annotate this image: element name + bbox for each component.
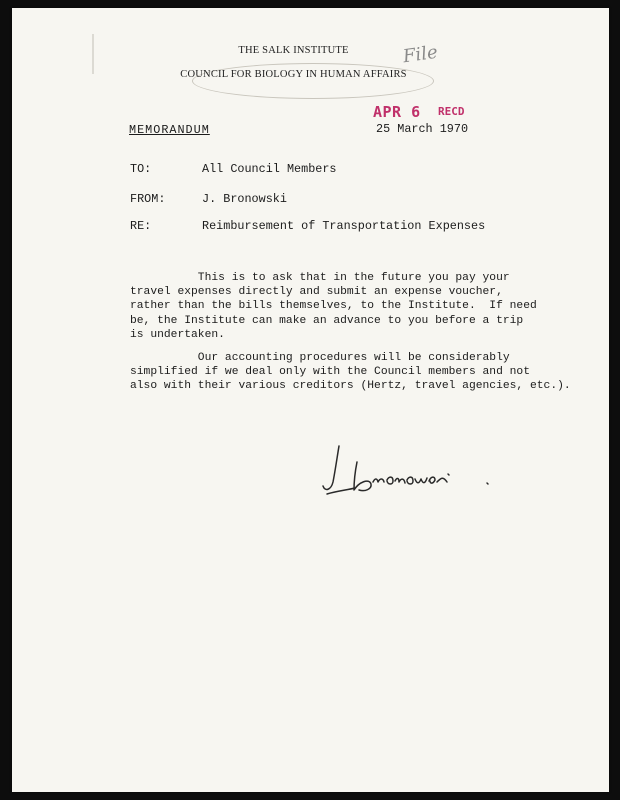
body-line: This is to ask that in the future you pay your — [130, 272, 510, 284]
re-value: Reimbursement of Transportation Expenses — [202, 219, 486, 233]
to-value: All Council Members — [202, 162, 337, 176]
from-value: J. Bronowski — [202, 192, 287, 206]
memo-page — [12, 8, 609, 792]
body-line: also with their various creditors (Hertz, travel agencies, etc.). — [130, 380, 571, 393]
handwritten-file-note: File — [401, 41, 439, 68]
body-paragraph-2 — [130, 351, 571, 394]
body-paragraph-1 — [130, 271, 550, 342]
received-stamp-label: RECD — [438, 105, 465, 118]
body-line: travel expenses directly and submit an expense voucher, — [130, 286, 503, 299]
handwritten-signature — [317, 438, 497, 508]
body-line: rather than the bills themselves, to the Institute. If need — [130, 300, 537, 313]
body-line: Our accounting procedures will be considerably — [130, 352, 510, 364]
body-line: be, the Institute can make an advance to you before a trip — [130, 314, 524, 327]
body-line: simplified if we deal only with the Council members and not — [130, 366, 530, 379]
re-label: RE: — [130, 219, 152, 233]
letterhead-institute: THE SALK INSTITUTE — [238, 45, 349, 56]
received-stamp-date: APR 6 — [373, 103, 421, 121]
memo-heading: MEMORANDUM — [129, 123, 210, 137]
body-line: is undertaken. — [130, 328, 225, 341]
from-label: FROM: — [130, 192, 166, 206]
letterhead-council: COUNCIL FOR BIOLOGY IN HUMAN AFFAIRS — [180, 69, 407, 80]
memo-date: 25 March 1970 — [376, 122, 469, 136]
to-label: TO: — [130, 162, 152, 176]
